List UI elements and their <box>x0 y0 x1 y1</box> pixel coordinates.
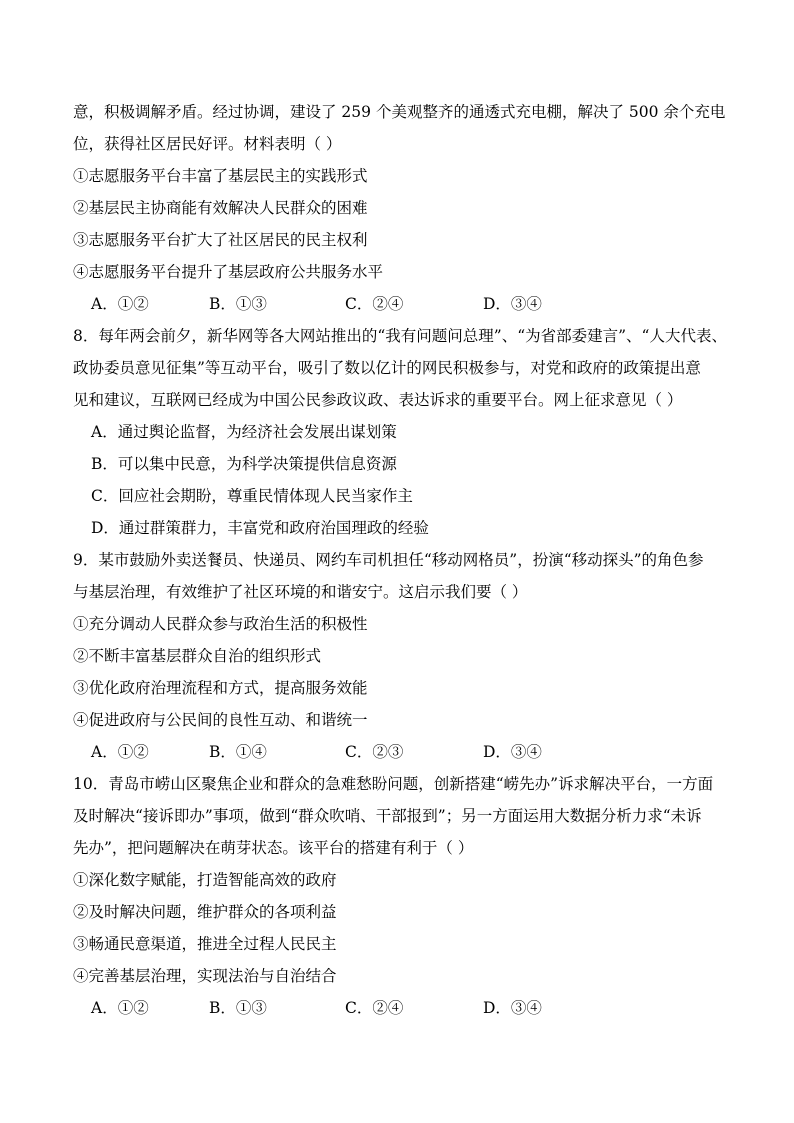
question-7 <box>73 96 733 320</box>
statement: ③优化政府治理流程和方式，提高服务效能 <box>73 679 368 697</box>
statement: ③志愿服务平台扩大了社区居民的民主权利 <box>73 231 368 249</box>
answer-options <box>73 736 733 768</box>
statement: ②不断丰富基层群众自治的组织形式 <box>73 647 322 665</box>
question-10 <box>73 768 733 1024</box>
answer-options <box>73 992 733 1024</box>
question-stem-line: 见和建议，互联网已经成为中国公民参政议政、表达诉求的重要平台。网上征求意见（ ） <box>73 391 683 409</box>
option-b: B．①④ <box>209 743 267 761</box>
statement: ①志愿服务平台丰富了基层民主的实践形式 <box>73 167 368 185</box>
choice-a: A．通过舆论监督，为经济社会发展出谋划策 <box>91 423 397 441</box>
statement: ④促进政府与公民间的良性互动、和谐统一 <box>73 711 368 729</box>
question-stem-line: 9．某市鼓励外卖送餐员、快递员、网约车司机担任“移动网格员”，扮演“移动探头”的角色参 <box>73 551 704 569</box>
statement: ②及时解决问题，维护群众的各项利益 <box>73 903 337 921</box>
question-stem-line: 政协委员意见征集”等互动平台，吸引了数以亿计的网民积极参与，对党和政府的政策提出意 <box>73 359 701 377</box>
choice-d: D．通过群策群力，丰富党和政府治国理政的经验 <box>91 519 429 537</box>
question-stem-line: 先办”，把问题解决在萌芽状态。该平台的搭建有利于（ ） <box>73 839 474 857</box>
statement: ②基层民主协商能有效解决人民群众的困难 <box>73 199 368 217</box>
question-stem-line: 与基层治理，有效维护了社区环境的和谐安宁。这启示我们要（ ） <box>73 583 528 601</box>
option-c: C．②④ <box>345 295 404 313</box>
choice-c: C．回应社会期盼，尊重民情体现人民当家作主 <box>91 487 413 505</box>
option-b: B．①③ <box>209 999 267 1017</box>
statement: ③畅通民意渠道，推进全过程人民民主 <box>73 935 337 953</box>
option-b: B．①③ <box>209 295 267 313</box>
option-d: D．③④ <box>483 999 542 1017</box>
option-d: D．③④ <box>483 743 542 761</box>
option-d: D．③④ <box>483 295 542 313</box>
statement: ④志愿服务平台提升了基层政府公共服务水平 <box>73 263 384 281</box>
question-stem-line: 及时解决“接诉即办”事项，做到“群众吹哨、干部报到”；另一方面运用大数据分析力求“未诉 <box>73 807 702 825</box>
question-stem-line: 意，积极调解矛盾。经过协调，建设了 259 个美观整齐的通透式充电棚，解决了 500 余个充电 <box>73 103 726 121</box>
question-9 <box>73 544 733 768</box>
question-8 <box>73 320 733 544</box>
option-a: A．①② <box>91 295 149 313</box>
statement: ①充分调动人民群众参与政治生活的积极性 <box>73 615 368 633</box>
question-stem-line: 10．青岛市崂山区聚焦企业和群众的急难愁盼问题，创新搭建“崂先办”诉求解决平台，一方面 <box>73 775 714 793</box>
statement: ④完善基层治理，实现法治与自治结合 <box>73 967 337 985</box>
answer-options <box>73 288 733 320</box>
question-stem-line: 位，获得社区居民好评。材料表明（ ） <box>73 135 342 153</box>
statement: ①深化数字赋能，打造智能高效的政府 <box>73 871 337 889</box>
choice-b: B．可以集中民意，为科学决策提供信息资源 <box>91 455 397 473</box>
option-a: A．①② <box>91 999 149 1017</box>
option-a: A．①② <box>91 743 149 761</box>
exam-page <box>73 96 733 1024</box>
option-c: C．②④ <box>345 999 404 1017</box>
option-c: C．②③ <box>345 743 404 761</box>
question-stem-line: 8．每年两会前夕，新华网等各大网站推出的“我有问题问总理”、“为省部委建言”、“人大代表、 <box>73 327 727 345</box>
